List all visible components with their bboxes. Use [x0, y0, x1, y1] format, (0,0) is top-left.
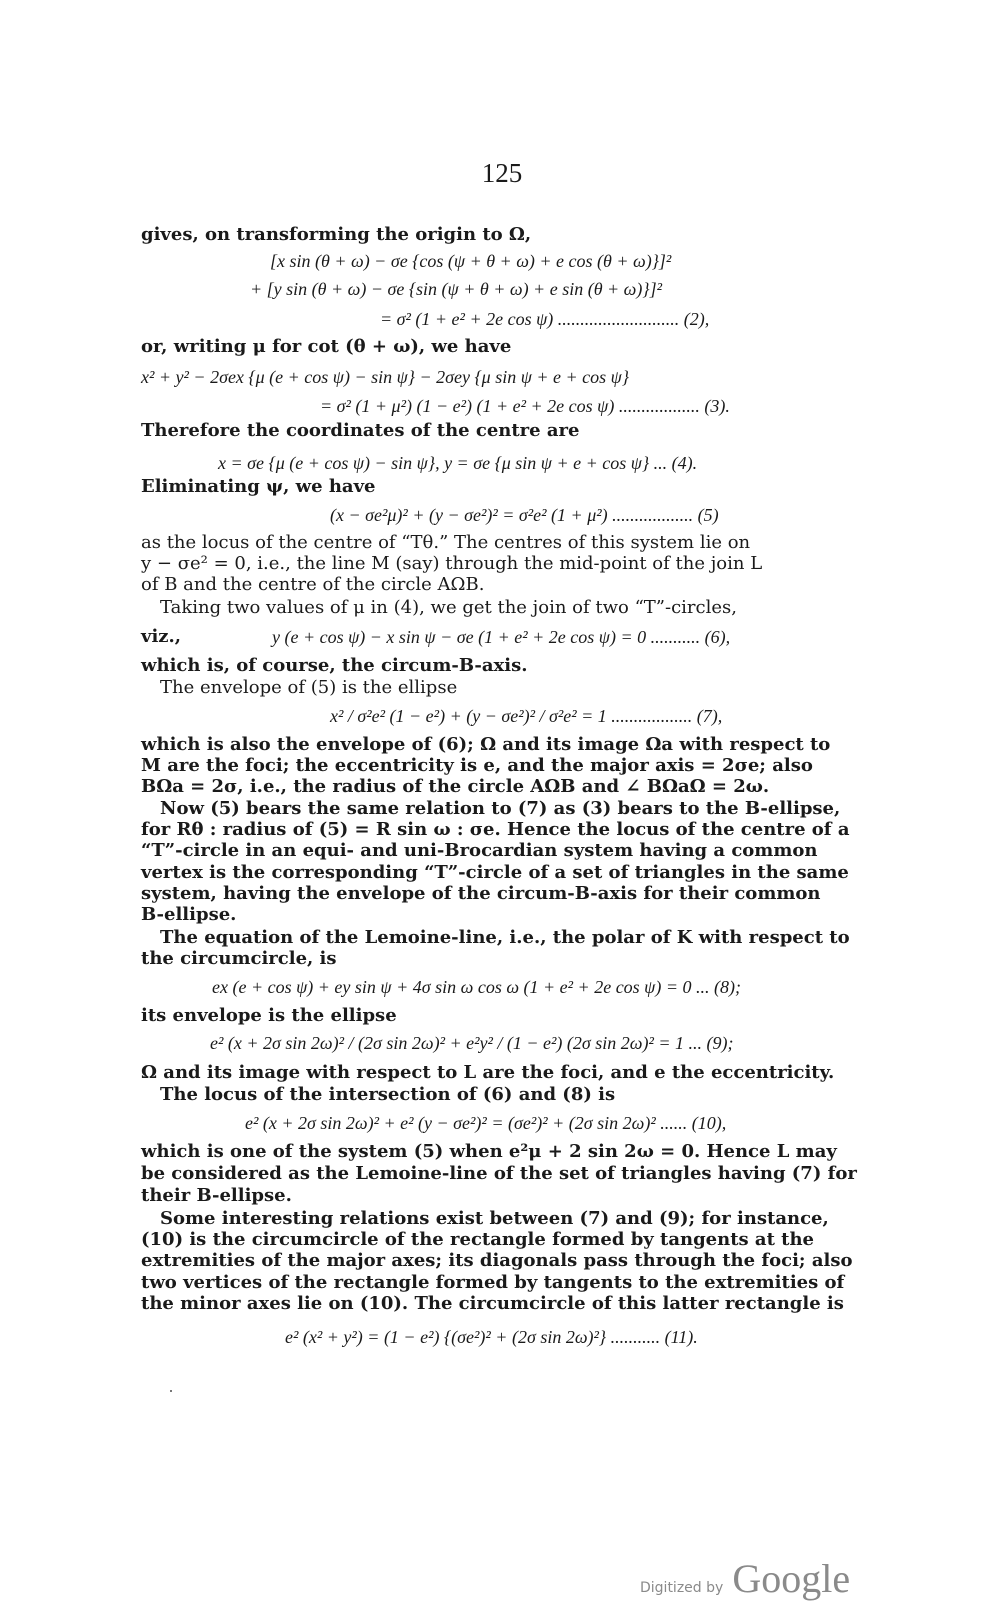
- text-line: (10) is the circumcircle of the rectangle formed by tangents at the: [141, 1229, 815, 1250]
- text-line: of B and the centre of the circle AΩB.: [141, 574, 485, 595]
- equation-line: x² + y² − 2σex {μ (e + cos ψ) − sin ψ} − 2σey {μ sin ψ + e + cos ψ}: [141, 367, 630, 387]
- equation-line: = σ² (1 + μ²) (1 − e²) (1 + e² + 2e cos ψ) .................. (3).: [320, 396, 730, 416]
- text-line: viz.,: [141, 626, 182, 647]
- text-line: BΩa = 2σ, i.e., the radius of the circle AΩB and ∠ BΩaΩ = 2ω.: [141, 776, 770, 797]
- equation-line: e² (x + 2σ sin 2ω)² / (2σ sin 2ω)² + e²y² / (1 − e²) (2σ sin 2ω)² = 1 ... (9);: [210, 1033, 734, 1053]
- text-line: their B-ellipse.: [141, 1185, 292, 1206]
- text-line: vertex is the corresponding “T”-circle of a set of triangles in the same: [141, 862, 849, 883]
- text-line: M are the foci; the eccentricity is e, and the major axis = 2σe; also: [141, 755, 813, 776]
- text-line: Now (5) bears the same relation to (7) as (3) bears to the B-ellipse,: [160, 798, 841, 819]
- text-line: gives, on transforming the origin to Ω,: [141, 224, 532, 245]
- text-line: system, having the envelope of the circum-B-axis for their common: [141, 883, 821, 904]
- equation-line: x² / σ²e² (1 − e²) + (y − σe²)² / σ²e² = 1 .................. (7),: [330, 706, 723, 726]
- text-line: its envelope is the ellipse: [141, 1005, 397, 1026]
- digitized-watermark: [640, 1555, 850, 1602]
- text-line: two vertices of the rectangle formed by tangents to the extremities of: [141, 1272, 845, 1293]
- equation-line: ex (e + cos ψ) + ey sin ψ + 4σ sin ω cos ω (1 + e² + 2e cos ψ) = 0 ... (8);: [212, 977, 741, 997]
- text-line: Ω and its image with respect to L are the foci, and e the eccentricity.: [141, 1062, 835, 1083]
- text-line: or, writing μ for cot (θ + ω), we have: [141, 336, 512, 357]
- text-line: for Rθ : radius of (5) = R sin ω : σe. Hence the locus of the centre of a: [141, 819, 850, 840]
- equation-line: [x sin (θ + ω) − σe {cos (ψ + θ + ω) + e cos (θ + ω)}]²: [270, 251, 672, 271]
- google-logo: Google: [732, 1556, 851, 1601]
- text-line: The envelope of (5) is the ellipse: [160, 677, 458, 698]
- text-line: Therefore the coordinates of the centre are: [141, 420, 580, 441]
- equation-line: e² (x² + y²) = (1 − e²) {(σe²)² + (2σ sin 2ω)²} ........... (11).: [285, 1327, 698, 1347]
- text-line: B-ellipse.: [141, 904, 237, 925]
- stray-mark: [170, 1390, 172, 1392]
- text-line: which is, of course, the circum-B-axis.: [141, 655, 528, 676]
- equation-line: e² (x + 2σ sin 2ω)² + e² (y − σe²)² = (σe²)² + (2σ sin 2ω)² ...... (10),: [245, 1113, 727, 1133]
- digitized-label: Digitized by: [640, 1580, 724, 1596]
- text-line: the minor axes lie on (10). The circumcircle of this latter rectangle is: [141, 1293, 844, 1314]
- text-line: be considered as the Lemoine-line of the set of triangles having (7) for: [141, 1163, 857, 1184]
- text-line: which is also the envelope of (6); Ω and its image Ωa with respect to: [141, 734, 831, 755]
- text-line: extremities of the major axes; its diagonals pass through the foci; also: [141, 1250, 853, 1271]
- text-line: which is one of the system (5) when e²μ + 2 sin 2ω = 0. Hence L may: [141, 1141, 837, 1162]
- text-line: the circumcircle, is: [141, 948, 337, 969]
- equation-line: + [y sin (θ + ω) − σe {sin (ψ + θ + ω) + e sin (θ + ω)}]²: [250, 279, 662, 299]
- text-line: Eliminating ψ, we have: [141, 476, 376, 497]
- text-line: y − σe² = 0, i.e., the line M (say) through the mid-point of the join L: [141, 553, 763, 574]
- equation-line: (x − σe²μ)² + (y − σe²)² = σ²e² (1 + μ²) .................. (5): [330, 505, 719, 525]
- text-line: Some interesting relations exist between (7) and (9); for instance,: [160, 1208, 829, 1229]
- text-line: Taking two values of μ in (4), we get the join of two “T”-circles,: [160, 597, 737, 618]
- equation-line: = σ² (1 + e² + 2e cos ψ) ........................... (2),: [380, 309, 710, 329]
- text-line: The equation of the Lemoine-line, i.e., the polar of K with respect to: [160, 927, 850, 948]
- text-line: The locus of the intersection of (6) and (8) is: [160, 1084, 616, 1105]
- equation-line: x = σe {μ (e + cos ψ) − sin ψ}, y = σe {μ sin ψ + e + cos ψ} ... (4).: [218, 453, 698, 473]
- text-line: “T”-circle in an equi- and uni-Brocardian system having a common: [141, 840, 818, 861]
- text-line: as the locus of the centre of “Tθ.” The centres of this system lie on: [141, 532, 751, 553]
- page-number: 125: [481, 158, 523, 188]
- equation-line: y (e + cos ψ) − x sin ψ − σe (1 + e² + 2e cos ψ) = 0 ........... (6),: [272, 627, 731, 647]
